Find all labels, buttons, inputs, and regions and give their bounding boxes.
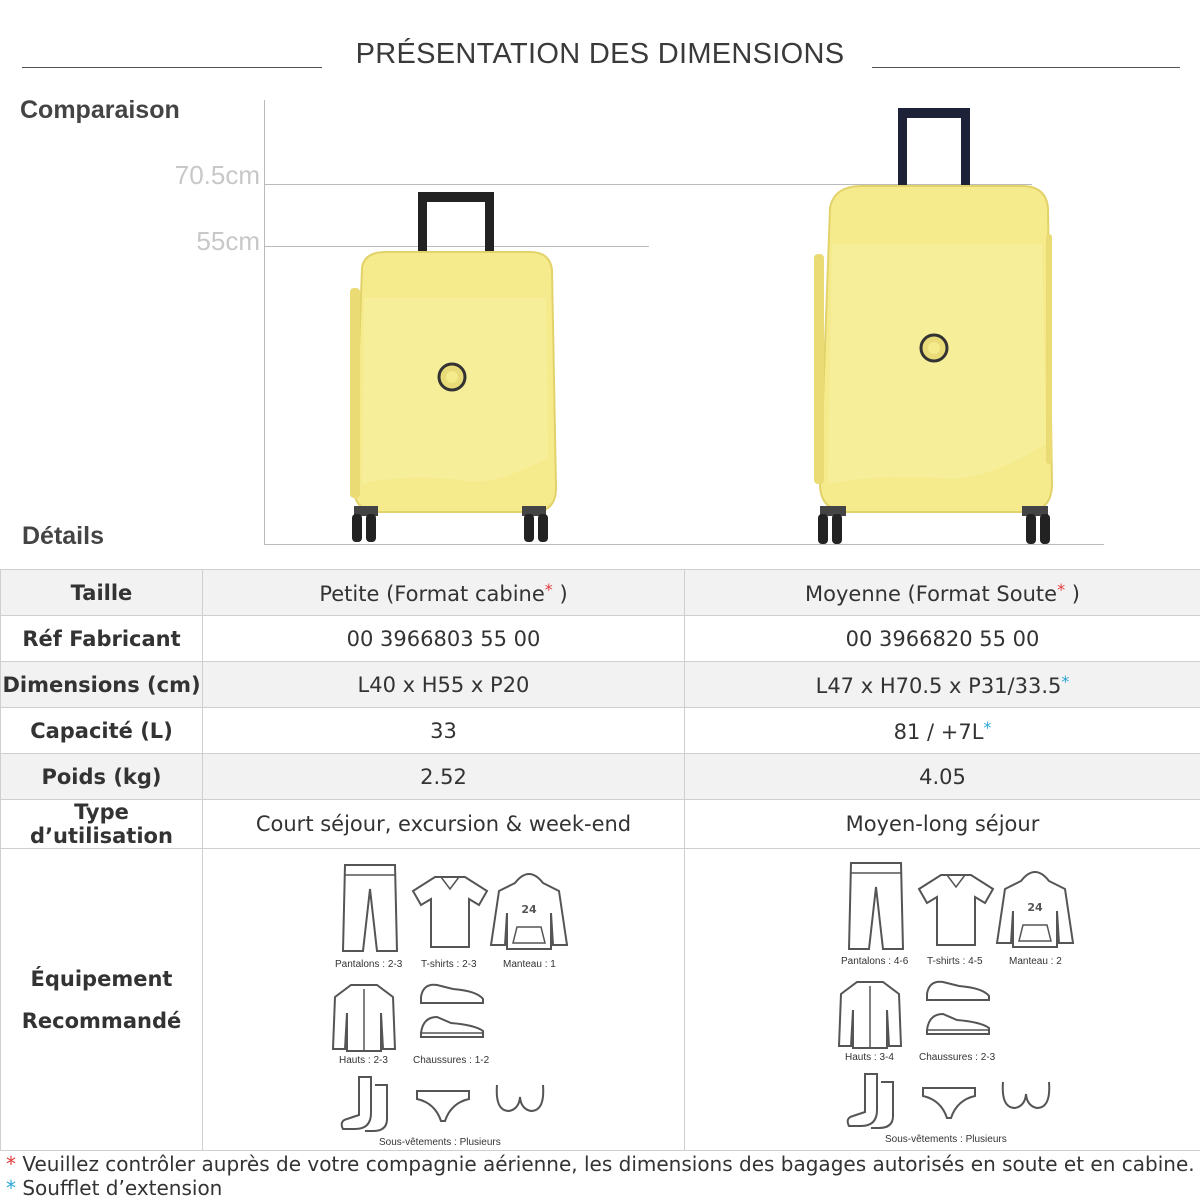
row-label-usage: Type d’utilisation <box>1 800 203 849</box>
usage-large-cell: Moyen-long séjour <box>685 800 1200 849</box>
coat-caption: Manteau : 1 <box>503 959 556 970</box>
row-label-weight: Poids (kg) <box>1 754 203 800</box>
table-row-weight <box>1 754 1200 800</box>
shoes-caption: Chaussures : 1-2 <box>413 1055 490 1066</box>
hoodie-number: 24 <box>1027 901 1043 914</box>
table-row-dimensions <box>1 662 1200 708</box>
hoodie-icon <box>489 869 569 951</box>
details-label: Détails <box>22 522 104 550</box>
tshirts-caption: T-shirts : 2-3 <box>421 959 477 970</box>
usage-small-cell: Court séjour, excursion & week-end <box>203 800 685 849</box>
dimensions-large-cell: L47 x H70.5 x P31/33.5* <box>685 662 1200 708</box>
footnote-expansion: * Soufflet d’extension <box>6 1176 223 1200</box>
tshirt-icon <box>411 875 489 949</box>
specs-table <box>0 569 1200 1151</box>
table-row-usage <box>1 800 1200 849</box>
row-label-capacity: Capacité (L) <box>1 708 203 754</box>
briefs-icon <box>415 1087 471 1123</box>
ref-label-large: 70.5cm <box>174 160 260 190</box>
title-rule-right <box>872 67 1180 68</box>
capacity-small-cell: 33 <box>203 708 685 754</box>
weight-small-cell: 2.52 <box>203 754 685 800</box>
page-title: PRÉSENTATION DES DIMENSIONS <box>355 38 845 70</box>
pants-icon <box>847 861 905 951</box>
tops-caption: Hauts : 2-3 <box>339 1055 388 1066</box>
table-row-capacity <box>1 708 1200 754</box>
tshirt-icon <box>917 873 995 947</box>
pants-caption: Pantalons : 2-3 <box>335 959 403 970</box>
shoes-caption: Chaussures : 2-3 <box>919 1052 996 1063</box>
equipment-large-cell <box>685 849 1200 1151</box>
equipment-label-line1: Équipement <box>30 966 173 991</box>
size-small-cell: Petite (Format cabine* ) <box>203 570 685 616</box>
comparison-vertical-axis <box>264 100 265 545</box>
briefs-icon <box>921 1084 977 1120</box>
hoodie-number: 24 <box>521 903 537 916</box>
row-label-reference: Réf Fabricant <box>1 616 203 662</box>
underwear-caption: Sous-vêtements : Plusieurs <box>885 1134 1007 1145</box>
shirt-icon <box>837 980 903 1050</box>
dress-shoe-icon <box>923 974 993 1004</box>
suitcase-large-image <box>800 104 1070 548</box>
coat-caption: Manteau : 2 <box>1009 956 1062 967</box>
ref-label-small: 55cm <box>196 226 260 256</box>
weight-large-cell: 4.05 <box>685 754 1200 800</box>
dress-shoe-icon <box>417 977 487 1007</box>
underwear-caption: Sous-vêtements : Plusieurs <box>379 1137 501 1148</box>
size-large-cell: Moyenne (Format Soute* ) <box>685 570 1200 616</box>
equipment-small-cell <box>203 849 685 1151</box>
row-label-size: Taille <box>1 570 203 616</box>
reference-small-cell: 00 3966803 55 00 <box>203 616 685 662</box>
socks-icon <box>843 1072 901 1130</box>
tshirts-caption: T-shirts : 4-5 <box>927 956 983 967</box>
pants-caption: Pantalons : 4-6 <box>841 956 909 967</box>
footnote-airline: * Veuillez contrôler auprès de votre compagnie aérienne, les dimensions des bagages autorisés en soute et en cabine. <box>6 1152 1195 1176</box>
socks-icon <box>337 1075 395 1133</box>
row-label-dimensions: Dimensions (cm) <box>1 662 203 708</box>
equipment-label-line2: Recommandé <box>21 1008 182 1033</box>
bra-icon <box>999 1080 1053 1112</box>
sneaker-icon <box>923 1008 993 1038</box>
bra-icon <box>493 1083 547 1115</box>
reference-large-cell: 00 3966820 55 00 <box>685 616 1200 662</box>
tops-caption: Hauts : 3-4 <box>845 1052 894 1063</box>
pants-icon <box>341 863 399 953</box>
row-label-equipment <box>1 849 203 1151</box>
capacity-large-cell: 81 / +7L* <box>685 708 1200 754</box>
hoodie-icon <box>995 867 1075 949</box>
table-row-equipment <box>1 849 1200 1151</box>
shirt-icon <box>331 983 397 1053</box>
table-row-size <box>1 570 1200 616</box>
table-row-reference <box>1 616 1200 662</box>
comparison-label: Comparaison <box>20 96 180 124</box>
dimensions-small-cell: L40 x H55 x P20 <box>203 662 685 708</box>
suitcase-small-image <box>340 188 570 548</box>
sneaker-icon <box>417 1011 487 1041</box>
